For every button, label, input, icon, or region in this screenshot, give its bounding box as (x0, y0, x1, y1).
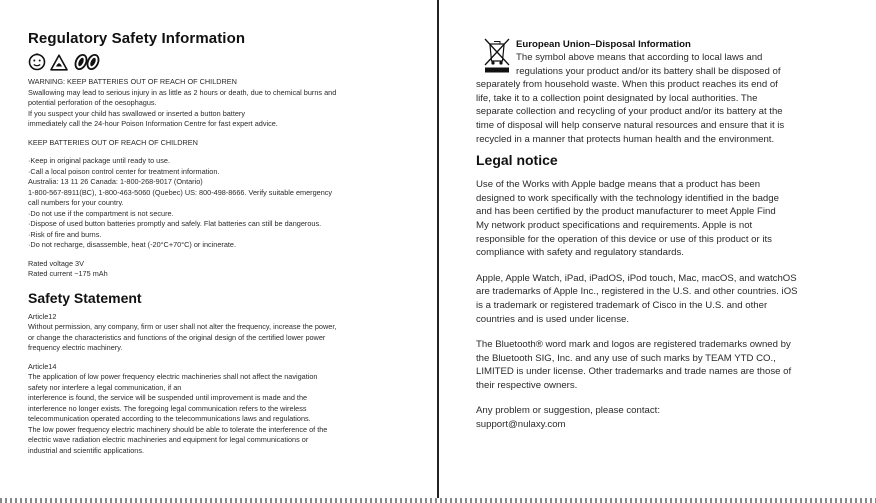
article14-title: Article14 (28, 361, 57, 371)
article14-line: industrial and scientific applications. (28, 445, 145, 455)
crossed-out-wheelie-bin-icon (482, 38, 512, 74)
article12-title: Article12 (28, 311, 57, 321)
article14-line: safety nor interfere a legal communication, if an (28, 382, 182, 392)
legal-line: designed to work specifically with the technology identified in the badge (476, 192, 779, 204)
bluetooth-line: their respective owners. (476, 379, 578, 391)
trademark-line: is a trademark or registered trademark of Cisco in the U.S. and other (476, 299, 768, 311)
hazard-triangle-icon (50, 54, 68, 71)
article14-line: The application of low power frequency electric machineries shall not affect the navigation (28, 372, 318, 381)
legal-notice-title: Legal notice (476, 152, 558, 169)
legal-line: and has been certified by the product manufacturer to meet Apple Find (476, 206, 776, 218)
eu-line: life, take it to a collection point designated by local authorities. The (476, 92, 758, 104)
bluetooth-block (476, 338, 840, 392)
article14-line: The low power frequency electric machinery should be able to tolerate the interference of the (28, 424, 328, 434)
right-page (440, 0, 876, 498)
trademark-block (476, 272, 840, 326)
warning-line: If you suspect your child has swallowed or inserted a button battery (28, 108, 245, 118)
keep-line: call numbers for your country. (28, 198, 124, 207)
warning-icons (28, 53, 404, 71)
keep-line: ·Do not recharge, disassemble, heat (-20°C+70°C) or incinerate. (28, 240, 237, 249)
contact-block (476, 404, 840, 431)
keep-line: ·Risk of fire and burns. (28, 229, 102, 239)
legal-line: Use of the Works with Apple badge means that a product has been (476, 179, 761, 191)
keep-line: ·Do not use if the compartment is not secure. (28, 208, 174, 218)
warning-line: potential perforation of the oesophagus. (28, 98, 157, 107)
trademark-line: countries and is used under license. (476, 313, 630, 325)
eu-line: recycled in a manner that protects human health and the environment. (476, 133, 775, 145)
battery-warning-block (28, 77, 404, 130)
rated-current: Rated current ~175 mAh (28, 269, 108, 278)
eu-line: separate collection and recycling of your product and/or its battery at the (476, 106, 783, 118)
article12-line: or change the characteristics and functions of the original design of the certified lower power (28, 332, 326, 342)
support-email: support@nulaxy.com (476, 419, 566, 431)
legal-line: compliance with safety and regulatory standards. (476, 247, 684, 259)
article14-line: telecommunication operated according to the telecommunications laws and regulations. (28, 414, 311, 423)
left-page (0, 0, 436, 498)
eu-line: regulations your product and/or its battery shall be disposed of (516, 65, 781, 77)
warning-line: Swallowing may lead to serious injury in as little as 2 hours or death, due to chemical burns and (28, 87, 337, 97)
article14-line: interference no longer exists. The foregoing legal communication refers to the wireless (28, 403, 307, 413)
eu-line: separately from household waste. When this product reaches its end of (476, 79, 778, 91)
page-bottom-edge (0, 498, 876, 503)
keep-heading: KEEP BATTERIES OUT OF REACH OF CHILDREN (28, 137, 198, 147)
keep-line: ·Keep in original package until ready to use. (28, 156, 170, 165)
eu-line: The symbol above means that according to local laws and (516, 52, 763, 63)
keep-line: ·Dispose of used button batteries promptly and safely. Flat batteries can still be dangerous. (28, 219, 322, 228)
bluetooth-line: the Bluetooth SIG, Inc. and any use of such marks by TEAM YTD CO., (476, 352, 776, 364)
warning-line: WARNING: KEEP BATTERIES OUT OF REACH OF CHILDREN (28, 77, 237, 86)
keep-line: Australia: 13 11 26 Canada: 1-800-268-9017 (Ontario) (28, 177, 203, 186)
article12-line: Without permission, any company, firm or user shall not alter the frequency, increase the power, (28, 322, 337, 331)
legal-line: responsible for the operation of this device or use of this product or its (476, 233, 772, 245)
regulatory-title: Regulatory Safety Information (28, 30, 246, 47)
contact-line: Any problem or suggestion, please contact: (476, 405, 660, 417)
eu-line: time of disposal will help conserve natural resources and ensure that it is (476, 119, 785, 131)
eu-disposal-block (476, 38, 840, 146)
rated-voltage: Rated voltage 3V (28, 258, 84, 268)
page-divider (437, 0, 439, 503)
keep-batteries-block (28, 138, 404, 251)
eu-disposal-title: European Union–Disposal Information (516, 39, 691, 50)
article14-block (28, 362, 404, 457)
safety-statement-title: Safety Statement (28, 289, 142, 306)
child-warning-icon (28, 53, 46, 71)
legal-notice-block (476, 178, 840, 260)
bluetooth-line: The Bluetooth® word mark and logos are registered trademarks owned by (476, 339, 791, 351)
keep-line: 1-800-567-8911(BC), 1-800-463-5060 (Quebec) US: 800-498-8666. Verify suitable emergency (28, 187, 333, 197)
button-battery-icon (72, 53, 102, 71)
bluetooth-line: LIMITED is under license. Other trademarks and trade names are those of (476, 366, 792, 378)
trademark-line: are trademarks of Apple Inc., registered in the U.S. and other countries. iOS (476, 286, 798, 298)
article12-line: frequency electric machinery. (28, 343, 123, 352)
article14-line: electric wave radiation electric machineries and equipment for legal communications or (28, 435, 309, 444)
article14-line: interference is found, the service will be suspended until improvement is made and the (28, 393, 308, 402)
warning-line: immediately call the 24-hour Poison Information Centre for fast expert advice. (28, 119, 278, 128)
trademark-line: Apple, Apple Watch, iPad, iPadOS, iPod touch, Mac, macOS, and watchOS (476, 272, 797, 284)
ratings-block (28, 259, 404, 280)
legal-line: My network product specifications and requirements. Apple is not (476, 219, 753, 231)
article12-block (28, 312, 404, 354)
keep-line: ·Call a local poison control center for treatment information. (28, 166, 220, 176)
